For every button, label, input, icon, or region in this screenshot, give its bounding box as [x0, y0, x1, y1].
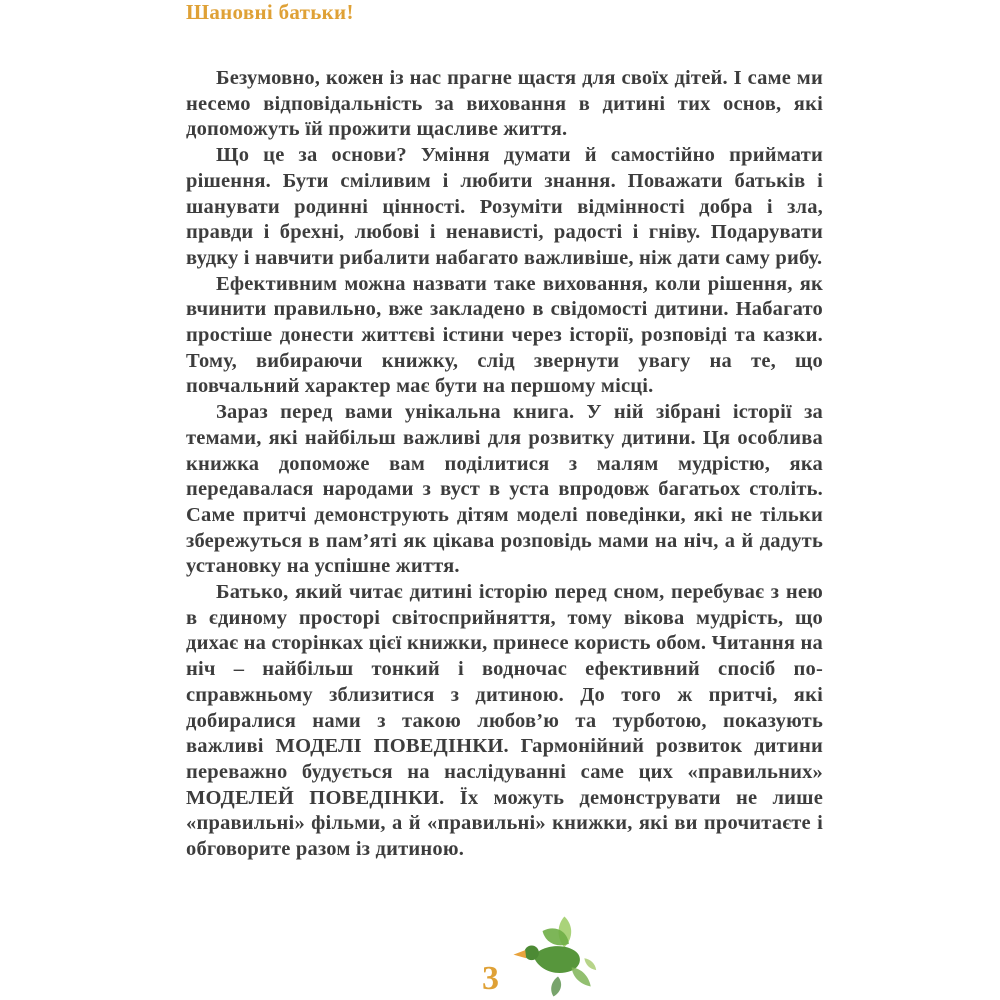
bird-with-leaf-icon	[508, 910, 608, 1000]
paragraph-5: Батько, який читає дитині історію перед сном, перебуває з нею в єдиному просторі світосприйняття, тому вікова мудрість, що дихає на сторінках цієї книжки, принесе користь обом. Читання на ніч – найбільш тонкий і водночас ефективний спосіб по-справжньому зблизитися з дитиною. До того ж притчі, які добиралися нами з такою любов’ю та турботою, показують важливі МОДЕЛІ ПОВЕДІНКИ. Гармонійний розвиток дитини переважно будується на наслідуванні саме цих «правильних» МОДЕЛЕЙ ПОВЕДІНКИ. Їх можуть демонструвати не лише «правильні» фільми, а й «правильні» книжки, які ви прочитаєте і обговорите разом із дитиною.	[186, 581, 823, 861]
paragraph-1: Безумовно, кожен із нас прагне щастя для своїх дітей. І саме ми несемо відповідальність за виховання в дитині тих основ, які допоможуть їй прожити щасливе життя.	[186, 67, 823, 141]
paragraph-2: Що це за основи? Уміння думати й самостійно приймати рішення. Бути сміливим і любити знання. Поважати батьків і шанувати родинні цінності. Розуміти відмінності добра і зла, правди і брехні, любові і ненависті, радості і гніву. Подарувати вудку і навчити рибалити набагато важливіше, ніж дати саму рибу.	[186, 144, 823, 269]
page-number: 3	[482, 960, 499, 997]
page-heading: Шановні батьки!	[186, 0, 354, 24]
body-text	[186, 66, 823, 863]
paragraph-4: Зараз перед вами унікальна книга. У ній зібрані історії за темами, які найбільш важливі для розвитку дитини. Ця особлива книжка допоможе вам поділитися з малям мудрістю, яка передавалася народами з вуст в уста впродовж багатьох століть. Саме притчі демонструють дітям моделі поведінки, які не тільки збережуться в пам’яті як цікава розповідь мами на ніч, а й дадуть установку на успішне життя.	[186, 401, 823, 578]
paragraph-3: Ефективним можна назвати таке виховання, коли рішення, як вчинити правильно, вже закладено в свідомості дитини. Набагато простіше донести життєві істини через історії, розповіді та казки. Тому, вибираючи книжку, слід звернути увагу на те, що повчальний характер має бути на першому місці.	[186, 272, 823, 398]
page-footer	[0, 905, 1000, 1000]
